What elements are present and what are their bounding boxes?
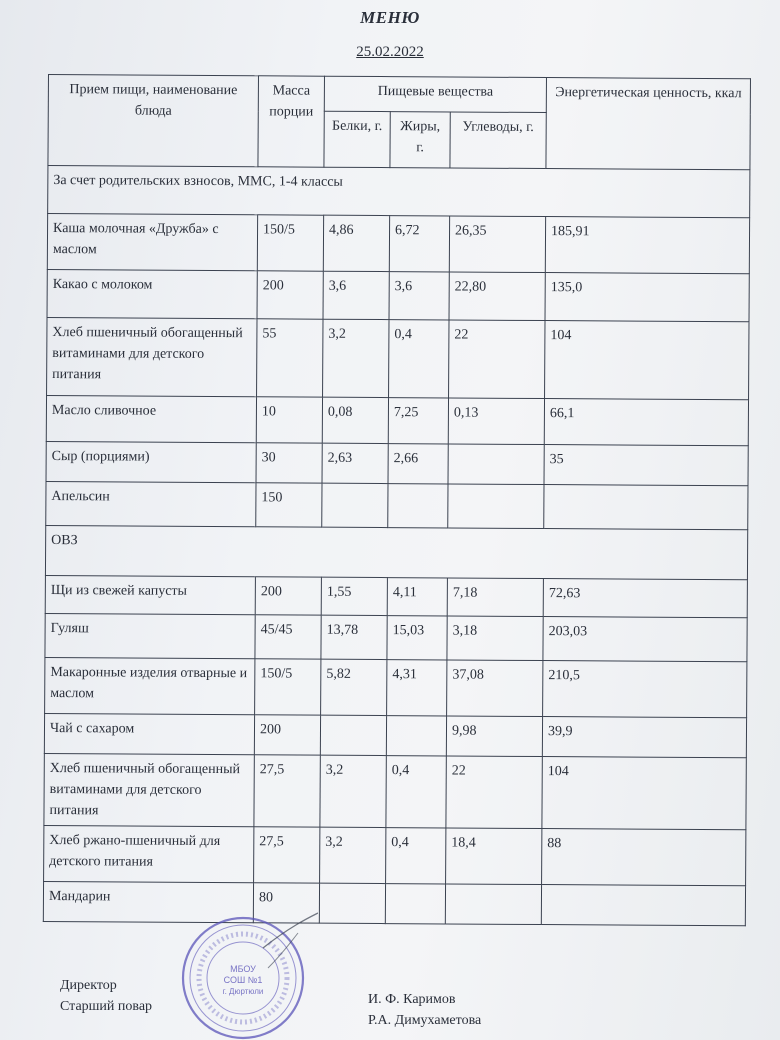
- page-title: МЕНЮ: [360, 8, 420, 27]
- cell-dish: Апельсин: [46, 481, 256, 526]
- cell-carbs: 37,08: [447, 660, 543, 717]
- cell-energy: [544, 485, 748, 530]
- cell-protein: 3,2: [320, 755, 386, 827]
- cell-fat: [386, 716, 446, 756]
- cell-mass: 150/5: [257, 215, 323, 271]
- cell-mass: 10: [256, 397, 322, 443]
- cell-mass: 150/5: [255, 659, 321, 715]
- cell-dish: Хлеб ржано-пшеничный для детского питания: [44, 825, 254, 882]
- signature-titles: [60, 975, 152, 1017]
- cell-carbs: [448, 444, 544, 485]
- chef-name: Р.А. Димухаметова: [368, 1013, 482, 1028]
- cell-protein: [320, 715, 386, 755]
- table-row: [46, 395, 748, 445]
- cell-dish: Мандарин: [43, 881, 253, 922]
- cell-carbs: 9,98: [446, 716, 542, 757]
- cell-mass: 200: [255, 577, 321, 615]
- cell-fat: 0,4: [389, 320, 449, 398]
- table-row: [44, 825, 746, 885]
- cell-protein: 13,78: [321, 615, 387, 659]
- cell-energy: [541, 885, 745, 926]
- cell-dish: Масло сливочное: [46, 395, 256, 442]
- header-fat: Жиры, г.: [390, 112, 450, 168]
- table-row: [44, 713, 746, 757]
- table-row: [47, 317, 749, 399]
- cell-energy: 185,91: [545, 217, 749, 274]
- cell-protein: 4,86: [323, 215, 389, 271]
- table-row: [46, 441, 748, 485]
- cell-carbs: 26,35: [449, 216, 545, 273]
- cell-mass: 150: [256, 483, 322, 527]
- cell-energy: 104: [542, 757, 746, 830]
- cell-fat: 7,25: [388, 398, 448, 444]
- header-mass: Масса порции: [258, 76, 325, 167]
- cell-mass: 80: [253, 883, 319, 923]
- cell-energy: 104: [545, 321, 749, 400]
- cell-energy: 39,9: [542, 717, 746, 758]
- cell-energy: 88: [542, 829, 746, 886]
- menu-date: 25.02.2022: [356, 44, 424, 60]
- cell-carbs: 22,80: [449, 272, 545, 321]
- header-protein: Белки, г.: [324, 111, 390, 167]
- cell-protein: 5,82: [321, 659, 387, 715]
- cell-fat: 15,03: [387, 616, 447, 660]
- cell-energy: 210,5: [543, 661, 747, 718]
- menu-table: [43, 74, 751, 926]
- chef-title: Старший повар: [60, 999, 153, 1014]
- director-title: Директор: [60, 978, 117, 993]
- cell-protein: 3,6: [323, 271, 389, 319]
- svg-text:СОШ №1: СОШ №1: [223, 975, 263, 985]
- cell-mass: 27,5: [254, 827, 320, 883]
- header-energy: Энергетическая ценность, ккал: [546, 78, 751, 170]
- svg-text:МБОУ: МБОУ: [230, 964, 256, 974]
- signature-names: [368, 989, 481, 1031]
- cell-dish: Чай с сахаром: [44, 713, 254, 754]
- section-header: [48, 166, 750, 218]
- cell-carbs: [448, 484, 544, 529]
- cell-fat: 3,6: [389, 272, 449, 320]
- cell-fat: 6,72: [389, 216, 449, 272]
- cell-carbs: [445, 884, 541, 925]
- header-carbs: Углеводы, г.: [450, 112, 546, 169]
- cell-fat: 0,4: [386, 756, 446, 828]
- cell-protein: 3,2: [323, 319, 389, 397]
- cell-mass: 200: [254, 715, 320, 755]
- section-title: ОВЗ: [45, 525, 747, 579]
- cell-fat: [388, 484, 448, 528]
- official-stamp: [168, 908, 318, 1040]
- cell-carbs: 3,18: [447, 616, 543, 661]
- header-dish: Прием пищи, наименование блюда: [48, 75, 259, 167]
- table-row: [44, 753, 746, 829]
- cell-dish: Какао с молоком: [47, 269, 257, 318]
- cell-carbs: 7,18: [447, 578, 543, 617]
- cell-mass: 27,5: [254, 755, 320, 827]
- menu-body: [43, 166, 750, 926]
- cell-fat: 4,31: [387, 660, 447, 716]
- section-header: [45, 525, 747, 579]
- cell-dish: Сыр (порциями): [46, 441, 256, 482]
- cell-protein: 1,55: [321, 577, 387, 615]
- cell-protein: [322, 483, 388, 527]
- cell-protein: 0,08: [322, 397, 388, 443]
- table-row: [46, 481, 748, 529]
- table-row: [47, 269, 749, 321]
- table-row: [45, 575, 747, 617]
- cell-energy: 203,03: [543, 617, 747, 662]
- cell-dish: Макаронные изделия отварные и маслом: [45, 657, 255, 714]
- cell-protein: [319, 883, 385, 923]
- table-row: [45, 657, 747, 717]
- table-row: [43, 881, 745, 925]
- cell-fat: [385, 884, 445, 924]
- cell-mass: 200: [257, 271, 323, 319]
- table-row: [45, 613, 747, 661]
- cell-carbs: 22: [446, 756, 542, 829]
- cell-dish: Каша молочная «Дружба» с маслом: [47, 214, 257, 271]
- cell-dish: Хлеб пшеничный обогащенный витаминами для детского питания: [47, 317, 257, 396]
- cell-dish: Гуляш: [45, 613, 255, 658]
- cell-energy: 72,63: [543, 579, 747, 618]
- cell-fat: 0,4: [386, 828, 446, 884]
- cell-dish: Щи из свежей капусты: [45, 575, 255, 614]
- cell-dish: Хлеб пшеничный обогащенный витаминами для детского питания: [44, 753, 254, 826]
- svg-text:г. Дюртюли: г. Дюртюли: [222, 987, 264, 996]
- cell-mass: 55: [257, 319, 323, 397]
- director-name: И. Ф. Каримов: [368, 992, 456, 1007]
- cell-mass: 45/45: [255, 615, 321, 659]
- cell-carbs: 22: [449, 320, 545, 399]
- section-title: За счет родительских взносов, ММС, 1-4 классы: [48, 166, 750, 218]
- header-nutrients: Пищевые вещества: [324, 76, 546, 112]
- cell-carbs: 18,4: [446, 828, 542, 885]
- table-row: [47, 214, 749, 274]
- cell-energy: 35: [544, 445, 748, 486]
- cell-carbs: 0,13: [448, 398, 544, 445]
- cell-protein: 3,2: [320, 827, 386, 883]
- cell-energy: 66,1: [544, 399, 748, 446]
- cell-fat: 4,11: [387, 578, 447, 616]
- cell-protein: 2,63: [322, 443, 388, 483]
- cell-energy: 135,0: [545, 273, 749, 322]
- cell-fat: 2,66: [388, 444, 448, 484]
- cell-mass: 30: [256, 443, 322, 483]
